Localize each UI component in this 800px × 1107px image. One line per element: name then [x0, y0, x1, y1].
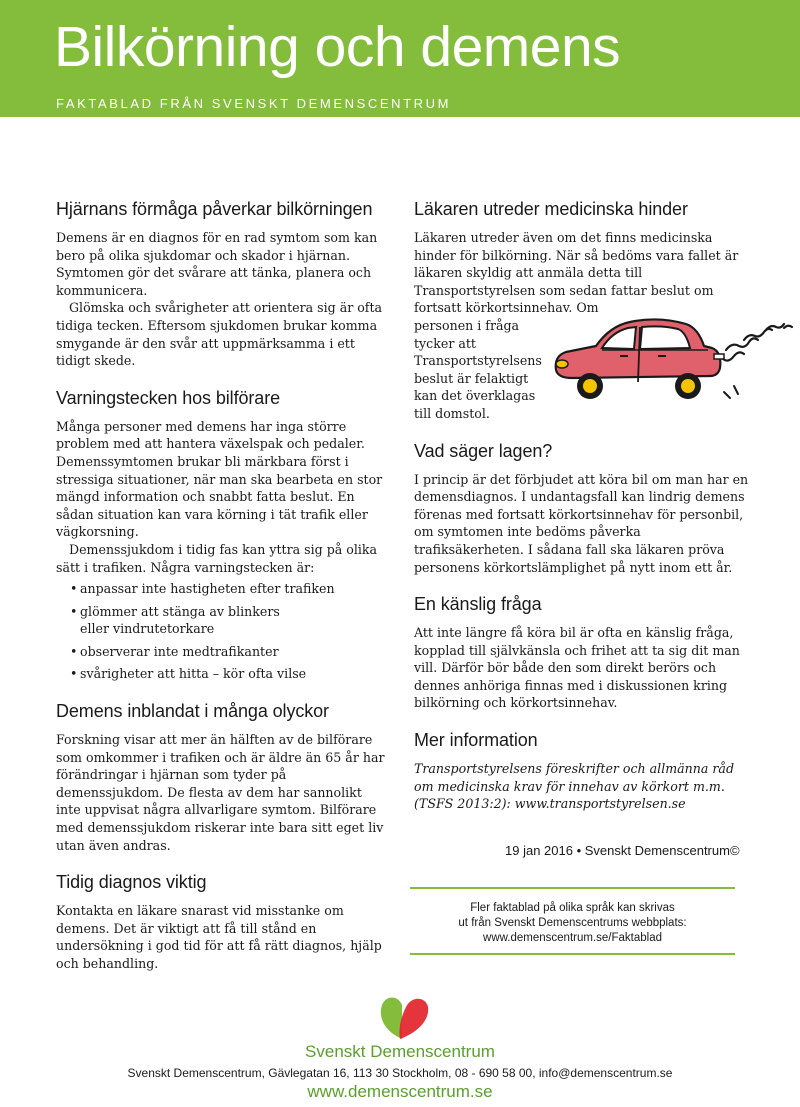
- section-heading: Tidig diagnos viktig: [56, 872, 207, 893]
- paragraph: Forskning visar att mer än hälften av de bilförare som omkommer i trafiken och är äldre än 65 år har förändringar i hjärnan som tyder på demenssjukdom. De flesta av dem har sannolikt inte uppvisat några allvarligare symtom. Bilförare med demenssjukdom riskerar inte bara sitt eget liv utan även andras.: [56, 732, 385, 853]
- paragraph: Att inte längre få köra bil är ofta en känslig fråga, kopplad till självkänsla och frihet att ta sig dit man vill. Därför bör både den som direkt berörs och dennes anhöriga finnas med i diskussionen kring bilkörning och körkortsinnehav.: [414, 625, 740, 711]
- divider: [410, 887, 735, 889]
- paragraph: Demens är en diagnos för en rad symtom som kan bero på olika sjukdomar och skador i hjärnan. Symtomen gör det svårare att tänka, planera och kommunicera.: [56, 230, 378, 298]
- section-heading: Varningstecken hos bilförare: [56, 387, 280, 408]
- right-column: [414, 198, 754, 830]
- paragraph: Läkaren utreder även om det finns medicinska hinder för bilkörning. När så bedöms vara fallet är läkaren skyldig att anmäla detta till Transportstyrelsen som sedan fattar beslut om fortsatt körkortsinnehav. Om: [414, 230, 739, 316]
- divider: [410, 953, 735, 955]
- paragraph: Kontakta en läkare snarast vid misstanke om demens. Det är viktigt att få till stånd en undersökning i god tid för att få rätt diagnos, hjälp och behandling.: [56, 903, 382, 971]
- faktablad-note: [410, 901, 735, 946]
- section-heading: Demens inblandat i många olyckor: [56, 701, 329, 722]
- list-item: • observerar inte medtrafikanter: [56, 643, 386, 661]
- paragraph: Demenssjukdom i tidig fas kan yttra sig på olika sätt i trafiken. Några varningstecken är:: [56, 541, 378, 575]
- page-subtitle: FAKTABLAD FRÅN SVENSKT DEMENSCENTRUM: [56, 96, 452, 111]
- section-brain: [56, 198, 386, 370]
- paragraph: Transportstyrelsens föreskrifter och allmänna råd om medicinska krav för innehav av körkort m.m. (TSFS 2013:2): www.transportstyrelsen.se: [414, 761, 735, 812]
- car-illustration: [548, 310, 798, 406]
- list-item: • glömmer att stänga av blinkers eller vindrutetorkare: [56, 603, 295, 638]
- website-link[interactable]: www.demenscentrum.se: [307, 1082, 493, 1101]
- list-item: • anpassar inte hastigheten efter trafiken: [56, 580, 386, 598]
- left-column: [56, 198, 386, 990]
- organization-address: Svenskt Demenscentrum, Gävlegatan 16, 113 30 Stockholm, 08 - 690 58 00, info@demenscentrum.se: [127, 1066, 673, 1080]
- section-sensitive: [414, 593, 754, 712]
- paragraph: Glömska och svårigheter att orientera sig är ofta tidiga tecken. Eftersom sjukdomen brukar komma smygande är den svår att uppmärksamma i ett tidigt skede.: [56, 300, 383, 369]
- section-heading: Mer information: [414, 730, 538, 751]
- section-warning-signs: [56, 387, 386, 683]
- heart-leaf-logo-icon: [376, 993, 432, 1041]
- organization-name: Svenskt Demenscentrum: [305, 1042, 495, 1061]
- note-line: www.demenscentrum.se/Faktablad: [483, 932, 662, 944]
- warning-list: [56, 580, 386, 683]
- paragraph: personen i fråga tycker att Transportstyrelsens beslut är felaktigt kan det överklagas till domstol.: [414, 317, 542, 421]
- page-title: Bilkörning och demens: [54, 15, 621, 79]
- paragraph: I princip är det förbjudet att köra bil om man har en demensdiagnos. I undantagsfall kan lindrig demens förenas med fortsatt körkortsinnehav för personbil, om symtomen inte bedöms påverka trafiksäkerheten. I sådana fall ska läkaren pröva personens körkortslämplighet på nytt inom ett år.: [414, 471, 749, 575]
- section-more-info: [414, 729, 754, 813]
- section-heading: Hjärnans förmåga påverkar bilkörningen: [56, 199, 373, 219]
- section-heading: Vad säger lagen?: [414, 440, 553, 461]
- section-accidents: [56, 700, 386, 854]
- section-heading: En känslig fråga: [414, 594, 542, 615]
- section-early-diagnosis: [56, 871, 386, 972]
- note-line: Fler faktablad på olika språk kan skrivas: [470, 902, 675, 914]
- section-law: [414, 440, 754, 577]
- paragraph: Många personer med demens har inga större problem med att hantera växelspak och pedaler. Demenssymtomen brukar bli märkbara först i stressiga situationer, när man ska bearbeta en stor mängd information och snabbt fatta beslut. En sådan situation kan vara körning i tät trafik eller vägkorsning.: [56, 418, 383, 540]
- list-item: • svårigheter att hitta – kör ofta vilse: [56, 665, 386, 683]
- date-line: 19 jan 2016 • Svenskt Demenscentrum©: [505, 843, 740, 858]
- note-line: ut från Svenskt Demenscentrums webbplats:: [458, 917, 687, 929]
- section-heading: Läkaren utreder medicinska hinder: [414, 199, 688, 219]
- header-banner: [0, 0, 800, 117]
